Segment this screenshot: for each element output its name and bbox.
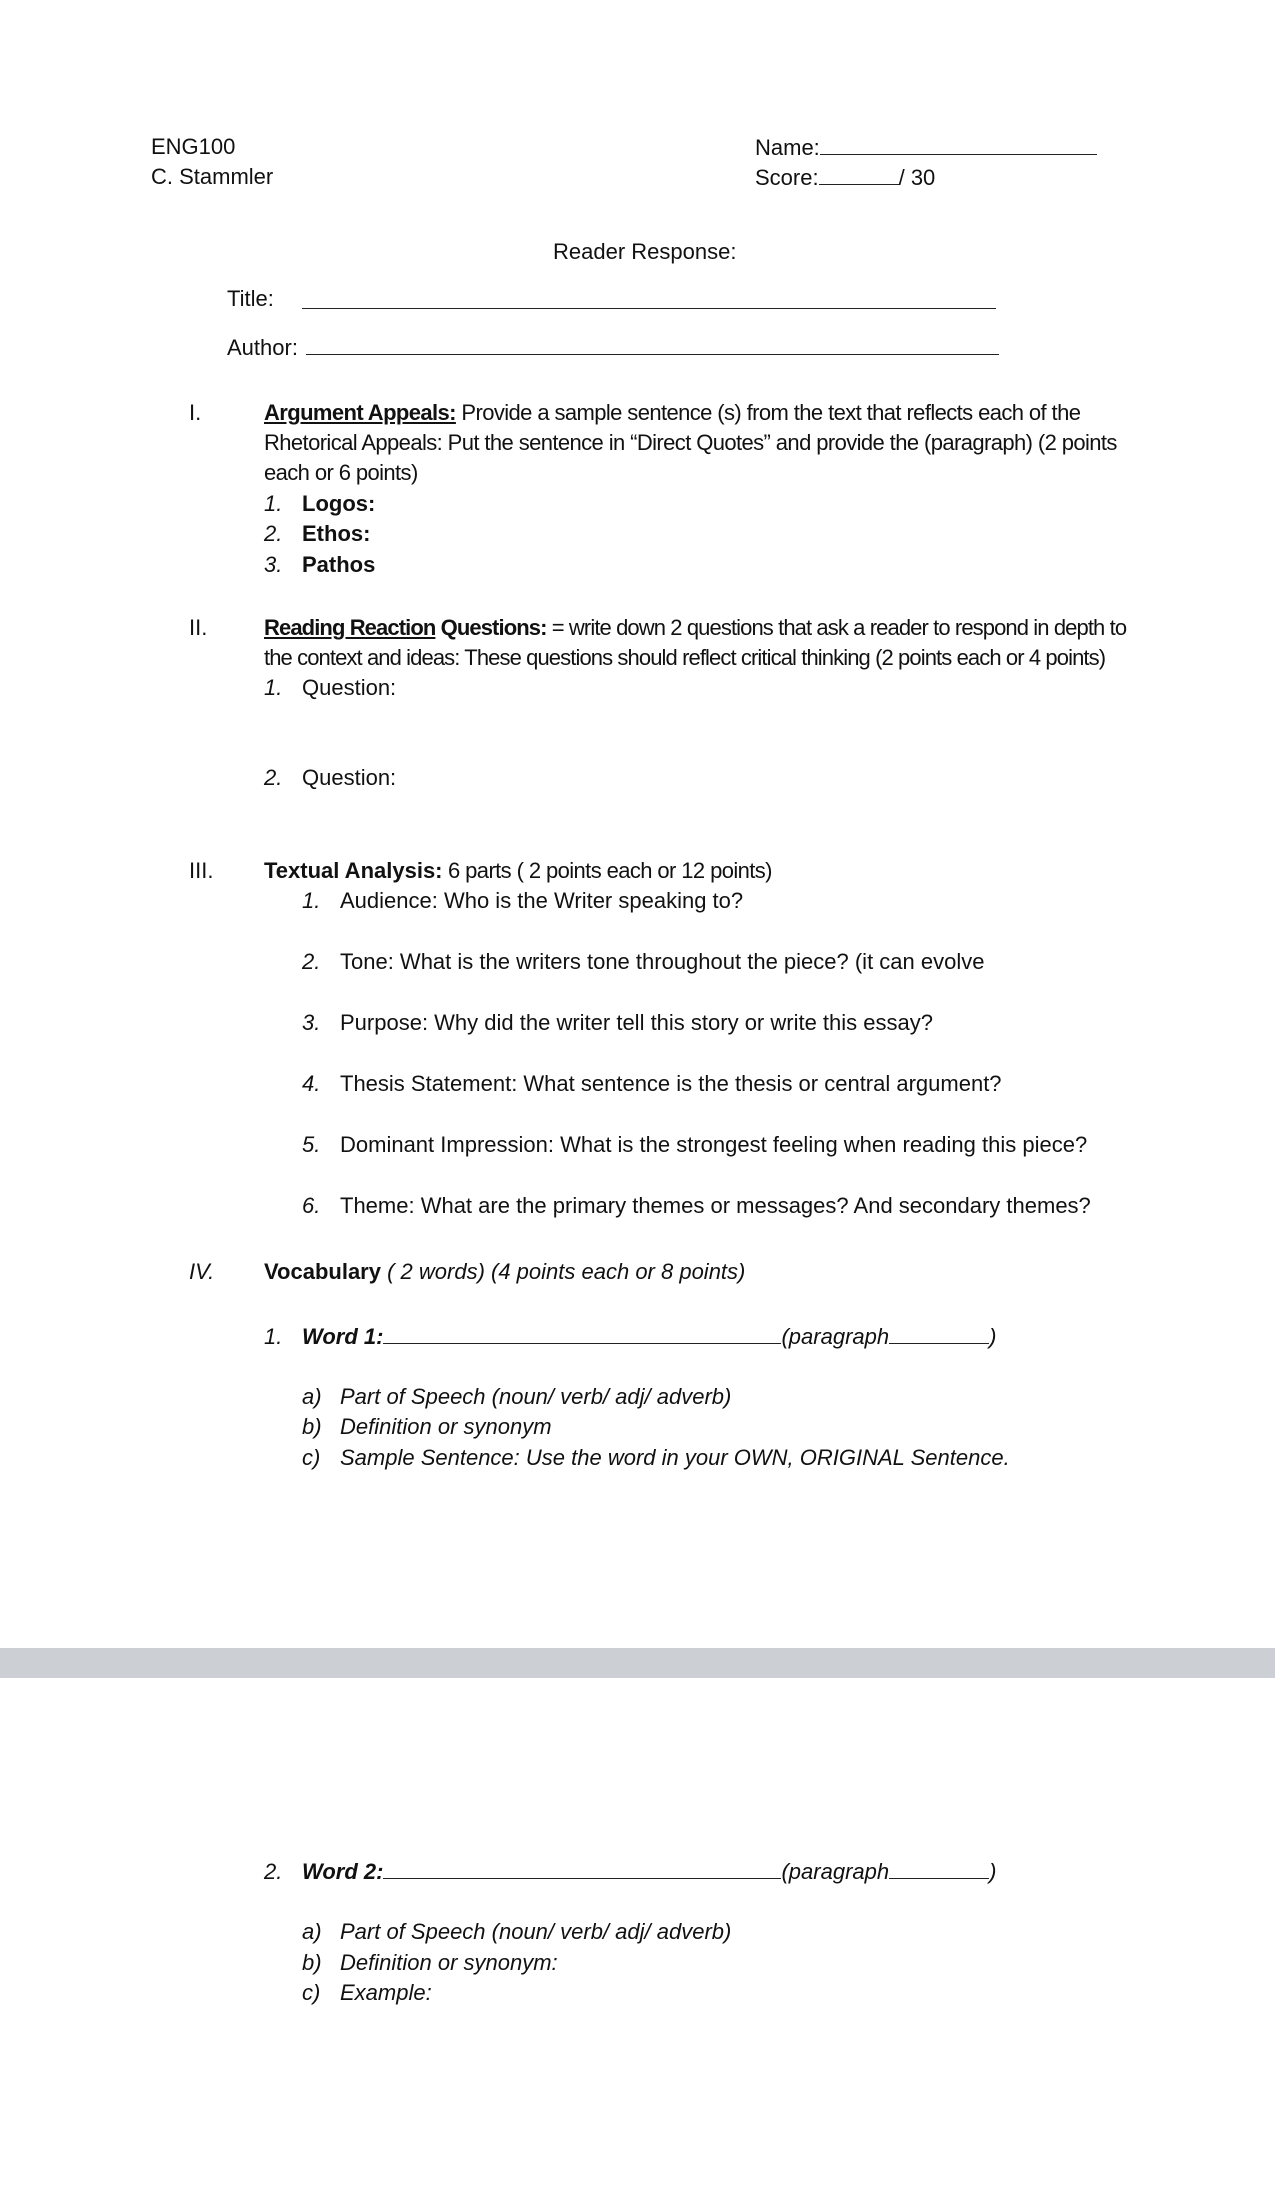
- list-number: 6.: [302, 1193, 321, 1218]
- sub-letter: a): [302, 1384, 322, 1409]
- name-field: [755, 134, 1097, 161]
- section-4-numeral: IV.: [189, 1259, 215, 1284]
- analysis-item-purpose: [302, 1010, 933, 1036]
- list-number: 1.: [264, 675, 283, 700]
- section-3-numeral: III.: [189, 858, 214, 883]
- score-total: / 30: [898, 165, 936, 190]
- sub-text: Definition or synonym: [340, 1414, 552, 1439]
- word-1-label: Word 1:: [302, 1324, 384, 1349]
- logos-label: Logos:: [302, 491, 376, 516]
- list-number: 2.: [264, 521, 283, 546]
- word-1-row: [264, 1323, 996, 1350]
- word-2-sub-c: [302, 1980, 432, 2006]
- analysis-item-text: Audience: Who is the Writer speaking to?: [340, 888, 744, 913]
- section-4-heading: Vocabulary: [264, 1259, 381, 1284]
- list-number: 3.: [264, 552, 283, 577]
- list-item-pathos: [264, 552, 375, 578]
- paragraph-label: (paragraph: [781, 1859, 890, 1884]
- sub-letter: c): [302, 1445, 321, 1470]
- section-2-heading: Questions:: [435, 615, 547, 640]
- list-number: 5.: [302, 1132, 321, 1157]
- paragraph-label: (paragraph: [781, 1324, 890, 1349]
- ethos-label: Ethos:: [302, 521, 371, 546]
- sub-text: Sample Sentence: Use the word in your OWN, ORIGINAL Sentence.: [340, 1445, 1010, 1470]
- pathos-label: Pathos: [302, 552, 376, 577]
- document-title: Reader Response:: [553, 239, 737, 264]
- score-blank[interactable]: [819, 164, 899, 185]
- sub-letter: a): [302, 1919, 322, 1944]
- sub-letter: b): [302, 1414, 322, 1439]
- sub-letter: b): [302, 1950, 322, 1975]
- section-4-points: ( 2 words) (4 points each or 8 points): [380, 1259, 746, 1284]
- closing-paren: ): [989, 1324, 997, 1349]
- sub-text: Definition or synonym:: [340, 1950, 558, 1975]
- score-label: Score:: [755, 165, 819, 190]
- score-field: [755, 164, 935, 191]
- list-number: 2.: [264, 1859, 283, 1884]
- sub-text: Example:: [340, 1980, 432, 2005]
- question-1: [264, 675, 396, 701]
- word-1-sub-b: [302, 1414, 552, 1440]
- sub-text: Part of Speech (noun/ verb/ adj/ adverb): [340, 1919, 732, 1944]
- question-2: [264, 765, 396, 791]
- word-2-label: Word 2:: [302, 1859, 384, 1884]
- section-2-line-2: the context and ideas: These questions should reflect critical thinking (2 points each or 4 points): [264, 645, 1106, 670]
- word-2-sub-a: [302, 1919, 731, 1945]
- list-item-ethos: [264, 521, 370, 547]
- section-1-line-3: each or 6 points): [264, 460, 418, 485]
- list-item-logos: [264, 491, 375, 517]
- section-1-intro: Provide a sample sentence (s) from the text that reflects each of the: [455, 400, 1081, 425]
- analysis-item-text: Theme: What are the primary themes or messages? And secondary themes?: [340, 1193, 1091, 1218]
- instructor-name: C. Stammler: [151, 164, 274, 189]
- title-field: [227, 286, 274, 312]
- section-3-heading-line: [264, 858, 772, 884]
- section-2-line-1: [264, 615, 1126, 641]
- author-label: Author:: [227, 335, 298, 360]
- sub-text: Part of Speech (noun/ verb/ adj/ adverb): [340, 1384, 732, 1409]
- word-1-sub-a: [302, 1384, 731, 1410]
- title-blank[interactable]: [302, 288, 996, 309]
- page-2: [0, 1678, 1275, 2192]
- list-number: 4.: [302, 1071, 321, 1096]
- analysis-item-text: Dominant Impression: What is the strongest feeling when reading this piece?: [340, 1132, 1088, 1157]
- word-1-paragraph-blank[interactable]: [889, 1323, 989, 1344]
- page-separator: [0, 1648, 1275, 1678]
- course-code: ENG100: [151, 134, 236, 159]
- analysis-item-audience: [302, 888, 743, 914]
- analysis-item-thesis: [302, 1071, 1002, 1097]
- section-4-heading-line: [264, 1259, 745, 1285]
- analysis-item-theme: [302, 1193, 1091, 1219]
- name-label: Name:: [755, 135, 820, 160]
- section-2-intro: = write down 2 questions that ask a reader to respond in depth to: [546, 615, 1127, 640]
- word-2-sub-b: [302, 1950, 558, 1976]
- word-1-blank[interactable]: [383, 1323, 781, 1344]
- section-1-line-1: [264, 400, 1080, 426]
- word-2-blank[interactable]: [383, 1858, 781, 1879]
- word-2-row: [264, 1858, 996, 1885]
- question-1-label: Question:: [302, 675, 397, 700]
- sub-letter: c): [302, 1980, 321, 2005]
- author-blank[interactable]: [306, 334, 999, 355]
- list-number: 2.: [302, 949, 321, 974]
- list-number: 1.: [302, 888, 321, 913]
- section-1-heading: Argument Appeals:: [264, 400, 456, 425]
- title-label: Title:: [227, 286, 274, 311]
- analysis-item-text: Purpose: Why did the writer tell this story or write this essay?: [340, 1010, 933, 1035]
- closing-paren: ): [989, 1859, 997, 1884]
- list-number: 3.: [302, 1010, 321, 1035]
- author-field: [227, 335, 298, 361]
- word-2-paragraph-blank[interactable]: [889, 1858, 989, 1879]
- section-3-heading: Textual Analysis:: [264, 858, 443, 883]
- word-1-sub-c: [302, 1445, 1010, 1471]
- question-2-label: Question:: [302, 765, 397, 790]
- analysis-item-tone: [302, 949, 984, 975]
- analysis-item-text: Thesis Statement: What sentence is the thesis or central argument?: [340, 1071, 1002, 1096]
- analysis-item-dominant-impression: [302, 1132, 1087, 1158]
- list-number: 1.: [264, 491, 283, 516]
- analysis-item-text: Tone: What is the writers tone throughout the piece? (it can evolve: [340, 949, 985, 974]
- section-2-numeral: II.: [189, 615, 208, 640]
- section-3-points: 6 parts ( 2 points each or 12 points): [442, 858, 772, 883]
- section-1-line-2: Rhetorical Appeals: Put the sentence in “Direct Quotes” and provide the (paragraph) (2 points: [264, 430, 1117, 455]
- list-number: 1.: [264, 1324, 283, 1349]
- section-2-heading-underlined: Reading Reaction: [264, 615, 436, 640]
- section-1-numeral: I.: [189, 400, 202, 425]
- name-blank[interactable]: [820, 134, 1097, 155]
- list-number: 2.: [264, 765, 283, 790]
